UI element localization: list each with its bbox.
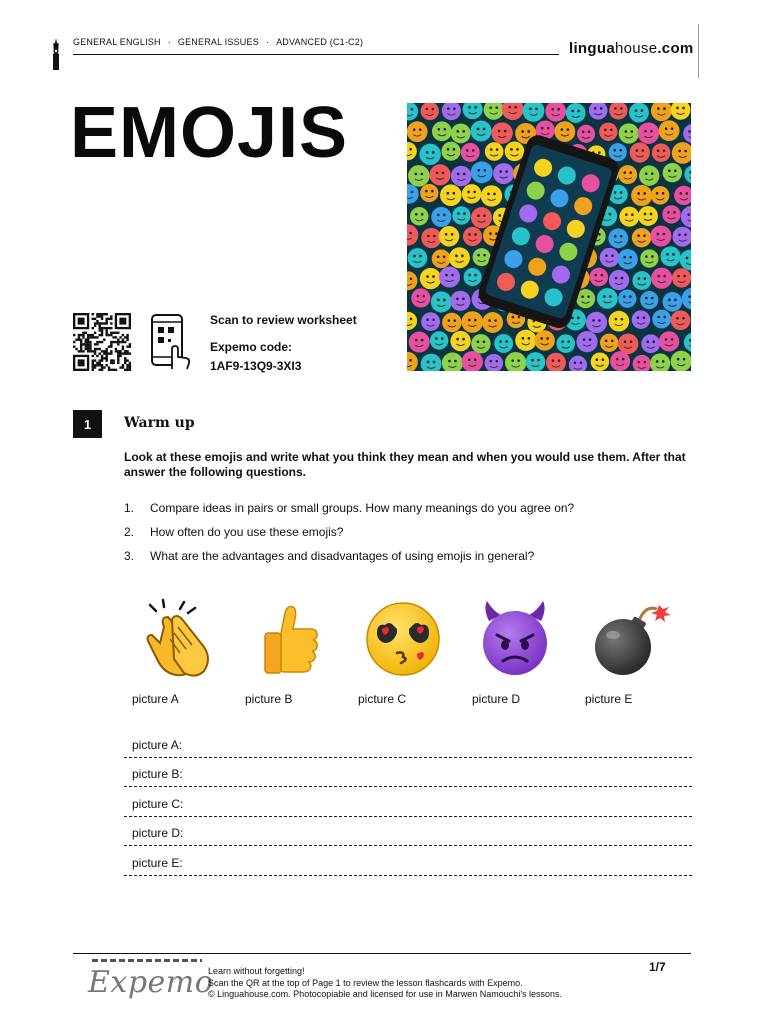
scan-label: Scan to review worksheet bbox=[210, 313, 357, 327]
page-number: 1/7 bbox=[649, 960, 666, 974]
footer-text bbox=[208, 966, 562, 1001]
breadcrumb-separator: · bbox=[167, 37, 171, 47]
breadcrumb-level-1: GENERAL ENGLISH bbox=[73, 37, 161, 47]
question-number: 1. bbox=[124, 501, 135, 515]
picture-c bbox=[358, 596, 448, 682]
answer-label: picture C: bbox=[132, 797, 184, 811]
picture-a bbox=[131, 596, 221, 682]
header-divider bbox=[73, 54, 559, 55]
picture-label: picture A bbox=[132, 692, 179, 706]
logo-bold-part: lingua bbox=[569, 40, 615, 57]
footer-line-2: Scan the QR at the top of Page 1 to review the lesson flashcards with Expemo. bbox=[208, 977, 523, 988]
picture-d bbox=[470, 596, 560, 682]
section-instructions: Look at these emojis and write what you think they mean and when you would use them. After that answer the following questions. bbox=[124, 450, 686, 479]
answer-line-d[interactable] bbox=[124, 826, 692, 846]
question-item bbox=[124, 501, 574, 515]
picture-e bbox=[585, 596, 675, 682]
footer-line-3: © Linguahouse.com. Photocopiable and licensed for use in Marwen Namouchi's lessons. bbox=[208, 989, 563, 999]
linguahouse-logo[interactable] bbox=[569, 40, 694, 57]
question-text: What are the advantages and disadvantages of using emojis in general? bbox=[150, 549, 535, 563]
question-item bbox=[124, 549, 534, 563]
qr-code-icon[interactable] bbox=[73, 313, 133, 371]
expemo-code-value: 1AF9-13Q9-3XI3 bbox=[210, 359, 302, 373]
phone-scan-icon bbox=[150, 313, 192, 371]
picture-b bbox=[245, 596, 335, 682]
footer-line-1: Learn without forgetting! bbox=[208, 966, 305, 976]
picture-label: picture E bbox=[585, 692, 633, 706]
bomb-icon bbox=[587, 599, 673, 679]
breadcrumb-separator: · bbox=[265, 37, 270, 47]
big-ben-icon bbox=[50, 38, 62, 70]
page-title: EMOJIS bbox=[70, 93, 349, 173]
question-text: Compare ideas in pairs or small groups. How many meanings do you agree on? bbox=[150, 501, 575, 515]
logo-suffix: .com bbox=[657, 40, 694, 57]
angry-devil-icon bbox=[475, 599, 555, 679]
thumbs-up-icon bbox=[255, 599, 325, 679]
breadcrumb-level-2: GENERAL ISSUES bbox=[177, 37, 259, 47]
footer-decoration bbox=[92, 957, 202, 962]
picture-label: picture C bbox=[358, 692, 407, 706]
section-title: Warm up bbox=[124, 415, 195, 431]
footer-divider bbox=[73, 953, 691, 954]
emoji-phone-photo-icon bbox=[407, 103, 691, 371]
breadcrumb bbox=[73, 37, 363, 47]
expemo-logo[interactable]: Expemo bbox=[88, 965, 214, 1000]
picture-label: picture D bbox=[472, 692, 521, 706]
hero-image bbox=[407, 103, 691, 371]
clapping-hands-icon bbox=[134, 597, 218, 681]
answer-line-e[interactable] bbox=[124, 856, 692, 876]
picture-label: picture B bbox=[245, 692, 293, 706]
answer-line-a[interactable] bbox=[124, 738, 692, 758]
answer-label: picture E: bbox=[132, 856, 183, 870]
heart-eyes-kiss-icon bbox=[363, 599, 443, 679]
answer-label: picture A: bbox=[132, 738, 183, 752]
logo-regular-part: house bbox=[614, 40, 658, 57]
header-vertical-rule bbox=[698, 24, 699, 78]
question-item bbox=[124, 525, 343, 539]
question-text: How often do you use these emojis? bbox=[150, 525, 344, 539]
answer-line-b[interactable] bbox=[124, 767, 692, 787]
breadcrumb-level-3: ADVANCED (C1-C2) bbox=[276, 37, 364, 47]
answer-label: picture B: bbox=[132, 767, 183, 781]
answer-line-c[interactable] bbox=[124, 797, 692, 817]
question-number: 3. bbox=[124, 549, 135, 563]
section-number-badge: 1 bbox=[73, 410, 102, 438]
expemo-code-label: Expemo code: bbox=[210, 340, 293, 354]
question-number: 2. bbox=[124, 525, 135, 539]
answer-label: picture D: bbox=[132, 826, 184, 840]
